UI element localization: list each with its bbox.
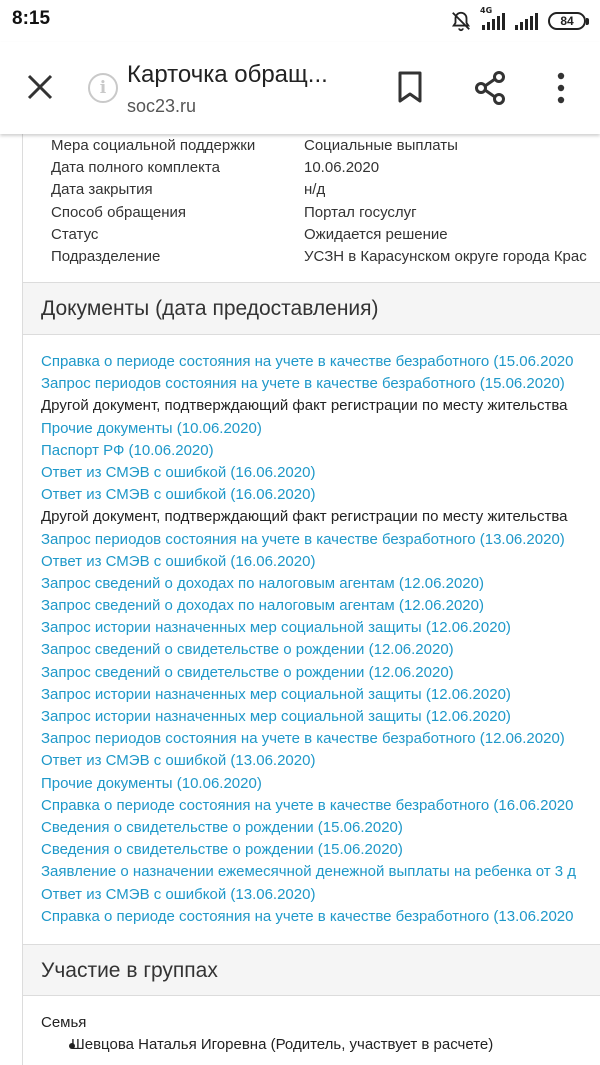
- documents-title: Документы (дата предоставления): [41, 297, 379, 320]
- document-link[interactable]: Ответ из СМЭВ с ошибкой (13.06.2020): [41, 885, 316, 903]
- document-link[interactable]: Запрос периодов состояния на учете в качестве безработного (12.06.2020): [41, 730, 565, 748]
- document-text: Другой документ, подтверждающий факт регистрации по месту жительства: [41, 508, 568, 526]
- info-value: УСЗН в Карасунском округе города Крас: [304, 248, 587, 265]
- info-label: Мера социальной поддержки: [51, 137, 256, 154]
- document-link[interactable]: Запрос сведений о доходах по налоговым агентам (12.06.2020): [41, 597, 484, 615]
- status-icons: [450, 6, 586, 33]
- documents-panel-header: [23, 282, 600, 335]
- document-text: Другой документ, подтверждающий факт регистрации по месту жительства: [41, 397, 568, 415]
- close-icon[interactable]: [22, 69, 58, 105]
- info-label: Дата закрытия: [51, 181, 153, 198]
- document-link[interactable]: Прочие документы (10.06.2020): [41, 419, 262, 437]
- document-link[interactable]: Справка о периоде состояния на учете в качестве безработного (13.06.2020: [41, 907, 574, 925]
- signal-icon: [515, 12, 538, 30]
- document-link[interactable]: Запрос истории назначенных мер социальной защиты (12.06.2020): [41, 619, 511, 637]
- network-type: 4G: [480, 6, 493, 15]
- document-link[interactable]: Прочие документы (10.06.2020): [41, 774, 262, 792]
- document-link[interactable]: Ответ из СМЭВ с ошибкой (16.06.2020): [41, 486, 316, 504]
- more-vert-icon[interactable]: [549, 70, 573, 106]
- document-link[interactable]: Сведения о свидетельстве о рождении (15.06.2020): [41, 818, 403, 836]
- documents-list: [41, 351, 600, 928]
- groups-panel-header: [23, 944, 600, 996]
- document-link[interactable]: Запрос периодов состояния на учете в качестве безработного (15.06.2020): [41, 375, 565, 393]
- document-link[interactable]: Ответ из СМЭВ с ошибкой (13.06.2020): [41, 752, 316, 770]
- info-value: н/д: [304, 181, 326, 198]
- info-value: Портал госуслуг: [304, 204, 417, 221]
- info-label: Способ обращения: [51, 204, 186, 221]
- groups-title: Участие в группах: [41, 959, 218, 982]
- document-link[interactable]: Справка о периоде состояния на учете в качестве безработного (15.06.2020: [41, 353, 574, 370]
- document-link[interactable]: Запрос сведений о свидетельстве о рождении (12.06.2020): [41, 641, 454, 659]
- notifications-off-icon: [450, 10, 472, 32]
- info-table: [23, 134, 600, 282]
- document-link[interactable]: Паспорт РФ (10.06.2020): [41, 441, 214, 459]
- document-link[interactable]: Заявление о назначении ежемесячной денежной выплаты на ребенка от 3 д: [41, 863, 577, 881]
- document-link[interactable]: Справка о периоде состояния на учете в качестве безработного (16.06.2020: [41, 796, 574, 814]
- info-value: Социальные выплаты: [304, 137, 458, 154]
- bookmark-icon[interactable]: [394, 70, 426, 104]
- status-bar: [0, 0, 600, 42]
- info-label: Дата полного комплекта: [51, 159, 220, 176]
- document-link[interactable]: Запрос сведений о свидетельстве о рождении (12.06.2020): [41, 663, 454, 681]
- share-icon[interactable]: [472, 70, 508, 106]
- info-value: 10.06.2020: [304, 159, 380, 176]
- page-url[interactable]: soc23.ru: [127, 96, 197, 116]
- info-icon[interactable]: i: [88, 73, 118, 103]
- browser-toolbar: [0, 42, 600, 134]
- info-label: Подразделение: [51, 248, 161, 265]
- status-time: 8:15: [12, 8, 51, 29]
- document-link[interactable]: Сведения о свидетельстве о рождении (15.06.2020): [41, 841, 403, 859]
- page-title: Карточка обращ...: [127, 61, 328, 88]
- document-link[interactable]: Ответ из СМЭВ с ошибкой (16.06.2020): [41, 552, 316, 570]
- document-link[interactable]: Запрос истории назначенных мер социальной защиты (12.06.2020): [41, 708, 511, 725]
- document-link[interactable]: Запрос периодов состояния на учете в качестве безработного (13.06.2020): [41, 530, 565, 548]
- info-label: Статус: [51, 226, 99, 243]
- group-member: Шевцова Наталья Игоревна (Родитель, участвует в расчете): [71, 1036, 494, 1053]
- document-link[interactable]: Запрос сведений о доходах по налоговым агентам (12.06.2020): [41, 574, 484, 592]
- battery-level: 84: [560, 14, 574, 28]
- document-link[interactable]: Запрос истории назначенных мер социальной защиты (12.06.2020): [41, 685, 511, 703]
- page-content: [22, 134, 600, 1065]
- group-name: Семья: [41, 1014, 87, 1031]
- info-value: Ожидается решение: [304, 226, 448, 243]
- document-link[interactable]: Ответ из СМЭВ с ошибкой (16.06.2020): [41, 463, 316, 481]
- battery-icon: [548, 12, 586, 30]
- signal-icon: [480, 6, 505, 30]
